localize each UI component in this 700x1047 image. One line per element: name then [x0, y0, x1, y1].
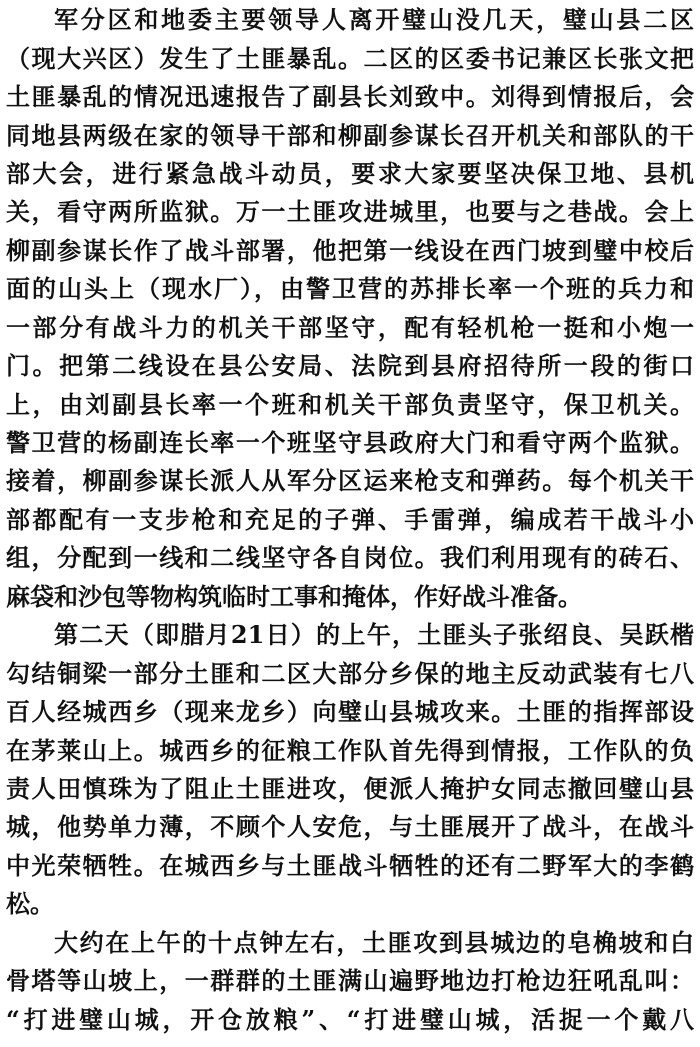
text-line: 面的山头上（现水厂），由警卫营的苏排长率一个班的兵力和 — [6, 274, 694, 303]
text-line: 松。 — [6, 889, 54, 918]
text-line: 第二天（即腊月21日）的上午，土匪头子张绍良、吴跃楷 — [54, 620, 694, 649]
text-line: 城，他势单力薄，不顾个人安危，与土匪展开了战斗，在战斗 — [6, 812, 694, 841]
text-line: “打进璧山城，开仓放粮”、“打进璧山城，活捉一个戴八 — [6, 1005, 694, 1034]
text-line: 责人田慎珠为了阻止土匪进攻，便派人掩护女同志撤回璧山县 — [6, 774, 694, 803]
text-line: 组，分配到一线和二线坚守各自岗位。我们利用现有的砖石、 — [6, 543, 694, 572]
text-line: 一部分有战斗力的机关干部坚守，配有轻机枪一挺和小炮一 — [6, 313, 694, 342]
text-line: 中光荣牺牲。在城西乡与土匪战斗牺牲的还有二野军大的李鹤 — [6, 851, 694, 880]
text-line: 关，看守两所监狱。万一土匪攻进城里，也要与之巷战。会上 — [6, 197, 694, 226]
text-line: 在茅莱山上。城西乡的征粮工作队首先得到情报，工作队的负 — [6, 736, 694, 765]
text-line: 柳副参谋长作了战斗部署，他把第一线设在西门坡到璧中校后 — [6, 236, 694, 265]
text-line: 门。把第二线设在县公安局、法院到县府招待所一段的街口 — [6, 351, 694, 380]
text-line: 同地县两级在家的领导干部和柳副参谋长召开机关和部队的干 — [6, 121, 694, 150]
text-line: 接着，柳副参谋长派人从军分区运来枪支和弹药。每个机关干 — [6, 466, 694, 495]
text-line: 土匪暴乱的情况迅速报告了副县长刘致中。刘得到情报后，会 — [6, 82, 694, 111]
text-line: 部大会，进行紧急战斗动员，要求大家要坚决保卫地、县机 — [6, 159, 694, 188]
text-line: 勾结铜梁一部分土匪和二区大部分乡保的地主反动武装有七八 — [6, 659, 694, 688]
text-line: 骨塔等山坡上，一群群的土匪满山遍野地边打枪边狂吼乱叫： — [6, 966, 694, 995]
text-line: 上，由刘副县长率一个班和机关干部负责坚守，保卫机关。 — [6, 390, 694, 419]
text-line: 警卫营的杨副连长率一个班坚守县政府大门和看守两个监狱。 — [6, 428, 694, 457]
text-line: 军分区和地委主要领导人离开璧山没几天，璧山县二区 — [54, 5, 694, 34]
text-line: （现大兴区）发生了土匪暴乱。二区的区委书记兼区长张文把 — [6, 44, 694, 73]
text-line: 麻袋和沙包等物构筑临时工事和掩体，作好战斗准备。 — [6, 582, 582, 611]
text-line: 百人经城西乡（现来龙乡）向璧山县城攻来。土匪的指挥部设 — [6, 697, 694, 726]
text-line: 大约在上午的十点钟左右，土匪攻到县城边的皂桷坡和白 — [54, 928, 694, 957]
text-line: 部都配有一支步枪和充足的子弹、手雷弹，编成若干战斗小 — [6, 505, 694, 534]
